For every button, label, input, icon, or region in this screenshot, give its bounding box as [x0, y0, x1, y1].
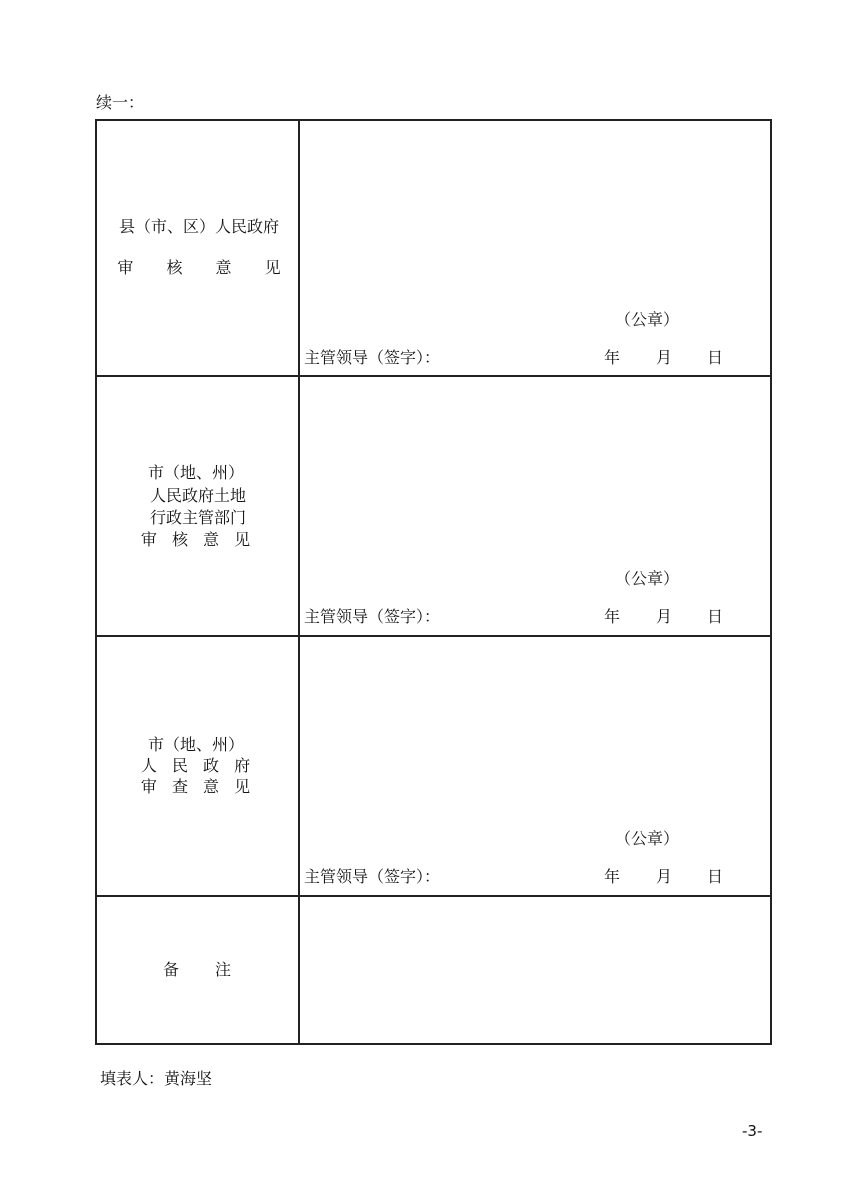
continuation-label: 续一：: [96, 93, 145, 112]
seal-label: （公章）: [615, 569, 680, 588]
table-border-left: [95, 119, 97, 1045]
table-border-bottom: [95, 1043, 772, 1045]
month-label: 月: [656, 867, 673, 886]
seal-label: （公章）: [615, 829, 680, 848]
day-label: 日: [707, 348, 724, 367]
row-label: 县（市、区）人民政府: [118, 217, 280, 236]
remarks-label: 注: [215, 960, 232, 979]
seal-label: （公章）: [615, 310, 680, 329]
day-label: 日: [707, 607, 724, 626]
filled-by: 填表人：黄海坚: [100, 1069, 213, 1088]
table-border-top: [95, 119, 772, 121]
row-label: 审 核 意 见: [117, 258, 295, 277]
row-divider: [95, 635, 772, 637]
row-divider: [95, 895, 772, 897]
row-label: 人 民 政 府: [140, 756, 256, 775]
row-label: 市（地、州）: [147, 463, 245, 482]
signature-label: 主管领导（签字）：: [304, 607, 441, 626]
month-label: 月: [656, 348, 673, 367]
row-label: 行政主管部门: [149, 508, 247, 527]
remarks-label: 备: [163, 960, 180, 979]
signature-label: 主管领导（签字）：: [304, 348, 441, 367]
column-divider: [298, 119, 300, 1045]
year-label: 年: [604, 348, 621, 367]
year-label: 年: [604, 607, 621, 626]
year-label: 年: [604, 867, 621, 886]
signature-label: 主管领导（签字）：: [304, 867, 441, 886]
month-label: 月: [656, 607, 673, 626]
row-divider: [95, 375, 772, 377]
page-number: -3-: [742, 1122, 763, 1140]
row-label: 人民政府土地: [149, 486, 247, 505]
row-label: 市（地、州）: [147, 735, 245, 754]
table-border-right: [770, 119, 772, 1045]
day-label: 日: [707, 867, 724, 886]
row-label: 审 核 意 见: [140, 530, 256, 549]
row-label: 审 查 意 见: [140, 777, 256, 796]
